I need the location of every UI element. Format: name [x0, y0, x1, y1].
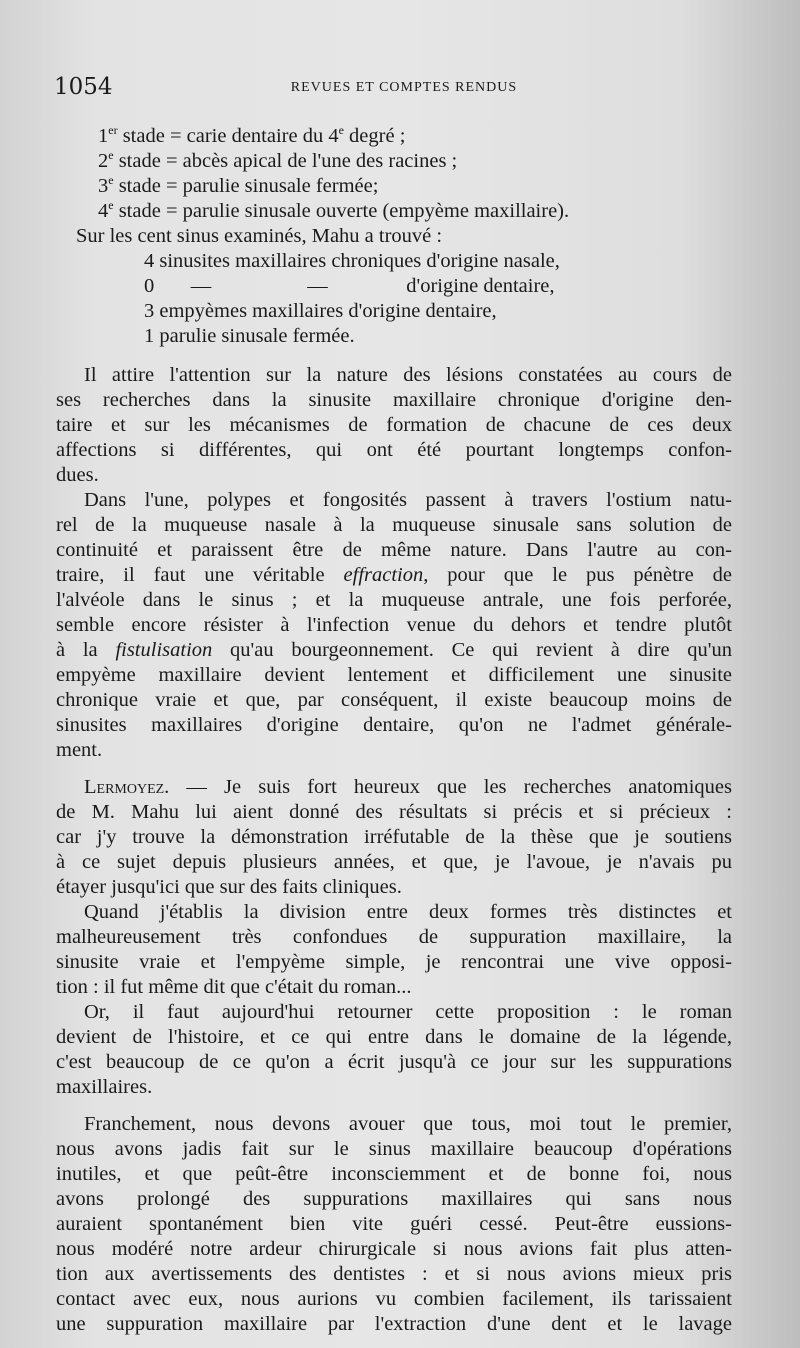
body-text: [56, 124, 732, 1337]
finding-4: 1 parulie sinusale fermée.: [144, 325, 355, 347]
paragraph-mechanisms: Il attire l'attention sur la nature des lésions constatées au cours de ses recherches dans la sinusite maxillaire chronique d'origine den- taire et sur les mécanismes de formation de chacune de ces deux affections si différentes, qui ont été pourtant longtemps confon- dues.: [56, 364, 732, 486]
stage-line-3: 3e stade = parulie sinusale fermée;: [98, 173, 379, 197]
stage-line-2: 2e stade = abcès apical de l'une des racines ;: [98, 148, 458, 172]
finding-2: 0 — — d'origine dentaire,: [144, 275, 555, 297]
paragraph-polypes: Dans l'une, polypes et fongosités passent à travers l'ostium natu- rel de la muqueuse nasale à la muqueuse sinusale sans solution de continuité et paraissent être de même nature. Dans l'autre au con- traire, il faut une véritable effraction, pour que le pus pénètre de l'alvéole dans le sinus ; et la muqueuse antrale, une fois perforée, semble encore résister à l'infection venue du dehors et tendre plutôt à la fistulisation qu'au bourgeonnement. Ce qui revient à dire qu'un empyème maxillaire devient lentement et difficilement une sinusite chronique vraie et que, par conséquent, il existe beaucoup moins de sinusites maxillaires d'origine dentaire, qu'on ne l'admet générale- ment.: [56, 489, 732, 761]
finding-3: 3 empyèmes maxillaires d'origine dentaire,: [144, 300, 497, 322]
paragraph-lermoyez: Lermoyez. — Je suis fort heureux que les recherches anatomiques de M. Mahu lui aient donné des résultats si précis et si précieux : car j'y trouve la démonstration irréfutable de la thèse que je soutiens à ce sujet depuis plusieurs années, et que, je l'avoue, je n'avais pu étayer jusqu'ici que sur des faits cliniques.: [56, 776, 732, 898]
paragraph-franchement: Franchement, nous devons avouer que tous, moi tout le premier, nous avons jadis fait sur le sinus maxillaire beaucoup d'opérations inutiles, et que peût-être inconsciemment et de bonne foi, nous avons prolongé des suppurations maxillaires qui sans nous auraient spontanément bien vite guéri cessé. Peut-être eussions- nous modéré notre ardeur chirurgicale si nous avions fait plus atten- tion aux avertissements des dentistes : et si nous avions mieux pris contact avec eux, nous aurions vu combien facilement, ils tarissaient une suppuration maxillaire par l'extraction d'une dent et le lavage: [56, 1113, 732, 1335]
paragraph-division: Quand j'établis la division entre deux formes très distinctes et malheureusement très confondues de suppuration maxillaire, la sinusite vraie et l'empyème simple, je rencontrai une vive opposi- tion : il fut même dit que c'était du roman...: [56, 901, 732, 998]
stage-line-4: 4e stade = parulie sinusale ouverte (empyème maxillaire).: [98, 198, 570, 222]
paragraph-roman: Or, il faut aujourd'hui retourner cette proposition : le roman devient de l'histoire, et ce qui entre dans le domaine de la légende, c'est beaucoup de ce qu'on a écrit jusqu'à ce jour sur les suppurations maxillaires.: [56, 1001, 732, 1098]
survey-intro: Sur les cent sinus examinés, Mahu a trouvé :: [76, 225, 443, 247]
page-header: [54, 74, 754, 104]
finding-1: 4 sinusites maxillaires chroniques d'origine nasale,: [144, 250, 560, 272]
stage-line-1: 1er stade = carie dentaire du 4e degré ;: [98, 123, 406, 147]
speaker-name: Lermoyez.: [84, 776, 170, 798]
page-number: 1054: [54, 74, 113, 100]
running-title: REVUES ET COMPTES RENDUS: [290, 80, 518, 95]
